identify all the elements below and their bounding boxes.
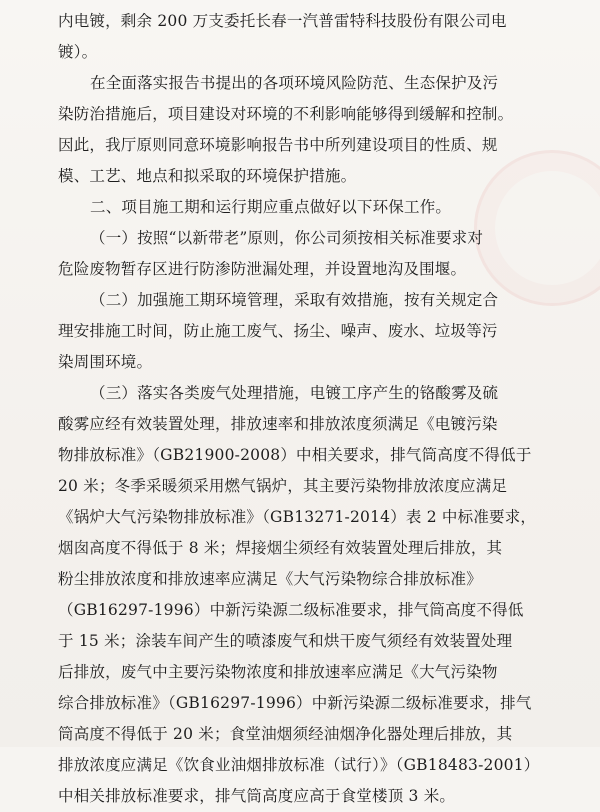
text-line: 因此，我厅原则同意环境影响报告书中所列建设项目的性质、规 <box>58 136 498 154</box>
text-line: 《锅炉大气污染物排放标准》（GB13271-2014）表 2 中标准要求， <box>58 508 537 526</box>
text-line: 在全面落实报告书提出的各项环境风险防范、生态保护及污 <box>90 74 499 92</box>
text-line: 烟囱高度不得低于 8 米；焊接烟尘须经有效装置处理后排放，其 <box>58 539 503 557</box>
text-line: 于 15 米；涂装车间产生的喷漆废气和烘干废气须经有效装置处理 <box>58 632 513 650</box>
text-line: 酸雾应经有效装置处理，排放速率和排放浓度须满足《电镀污染 <box>58 415 498 433</box>
text-line: （一）按照“以新带老”原则，你公司须按相关标准要求对 <box>90 229 484 247</box>
section-heading-line: 二、项目施工期和运行期应重点做好以下环保工作。 <box>90 198 452 216</box>
text-line: 理安排施工时间，防止施工废气、扬尘、噪声、废水、垃圾等污 <box>58 322 498 340</box>
text-line: 染防治措施后，项目建设对环境的不利影响能够得到缓解和控制。 <box>58 105 514 123</box>
text-line: （三）落实各类废气处理措施，电镀工序产生的铬酸雾及硫 <box>90 384 499 402</box>
text-line: （GB16297-1996）中新污染源二级标准要求，排气筒高度不得低 <box>58 601 524 619</box>
text-line: 20 米；冬季采暖须采用燃气锅炉，其主要污染物排放浓度应满足 <box>58 477 508 495</box>
text-line: 染周围环境。 <box>58 353 153 371</box>
text-line: 粉尘排放浓度和排放速率应满足《大气污染物综合排放标准》 <box>58 570 482 588</box>
text-line: 筒高度不得低于 20 米；食堂油烟须经油烟净化器处理后排放，其 <box>58 725 513 743</box>
text-line: 危险废物暂存区进行防渗防泄漏处理，并设置地沟及围堰。 <box>58 260 467 278</box>
text-line: 物排放标准》（GB21900-2008）中相关要求，排气筒高度不得低于 <box>58 446 532 464</box>
document-body-text <box>58 6 570 812</box>
text-line: 排放浓度应满足《饮食业油烟排放标准（试行）》（GB18483-2001） <box>58 756 540 774</box>
text-line: 模、工艺、地点和拟采取的环境保护措施。 <box>58 167 357 185</box>
text-line: 内电镀，剩余 200 万支委托长春一汽普雷特科技股份有限公司电 <box>58 12 507 30</box>
text-line: 综合排放标准》（GB16297-1996）中新污染源二级标准要求，排气 <box>58 694 532 712</box>
text-line: 镀）。 <box>58 43 98 61</box>
text-line: （二）加强施工期环境管理，采取有效措施，按有关规定合 <box>90 291 499 309</box>
text-line: 中相关排放标准要求，排气筒高度应高于食堂楼顶 3 米。 <box>58 787 456 805</box>
text-line: 后排放，废气中主要污染物浓度和排放速率应满足《大气污染物 <box>58 663 498 681</box>
